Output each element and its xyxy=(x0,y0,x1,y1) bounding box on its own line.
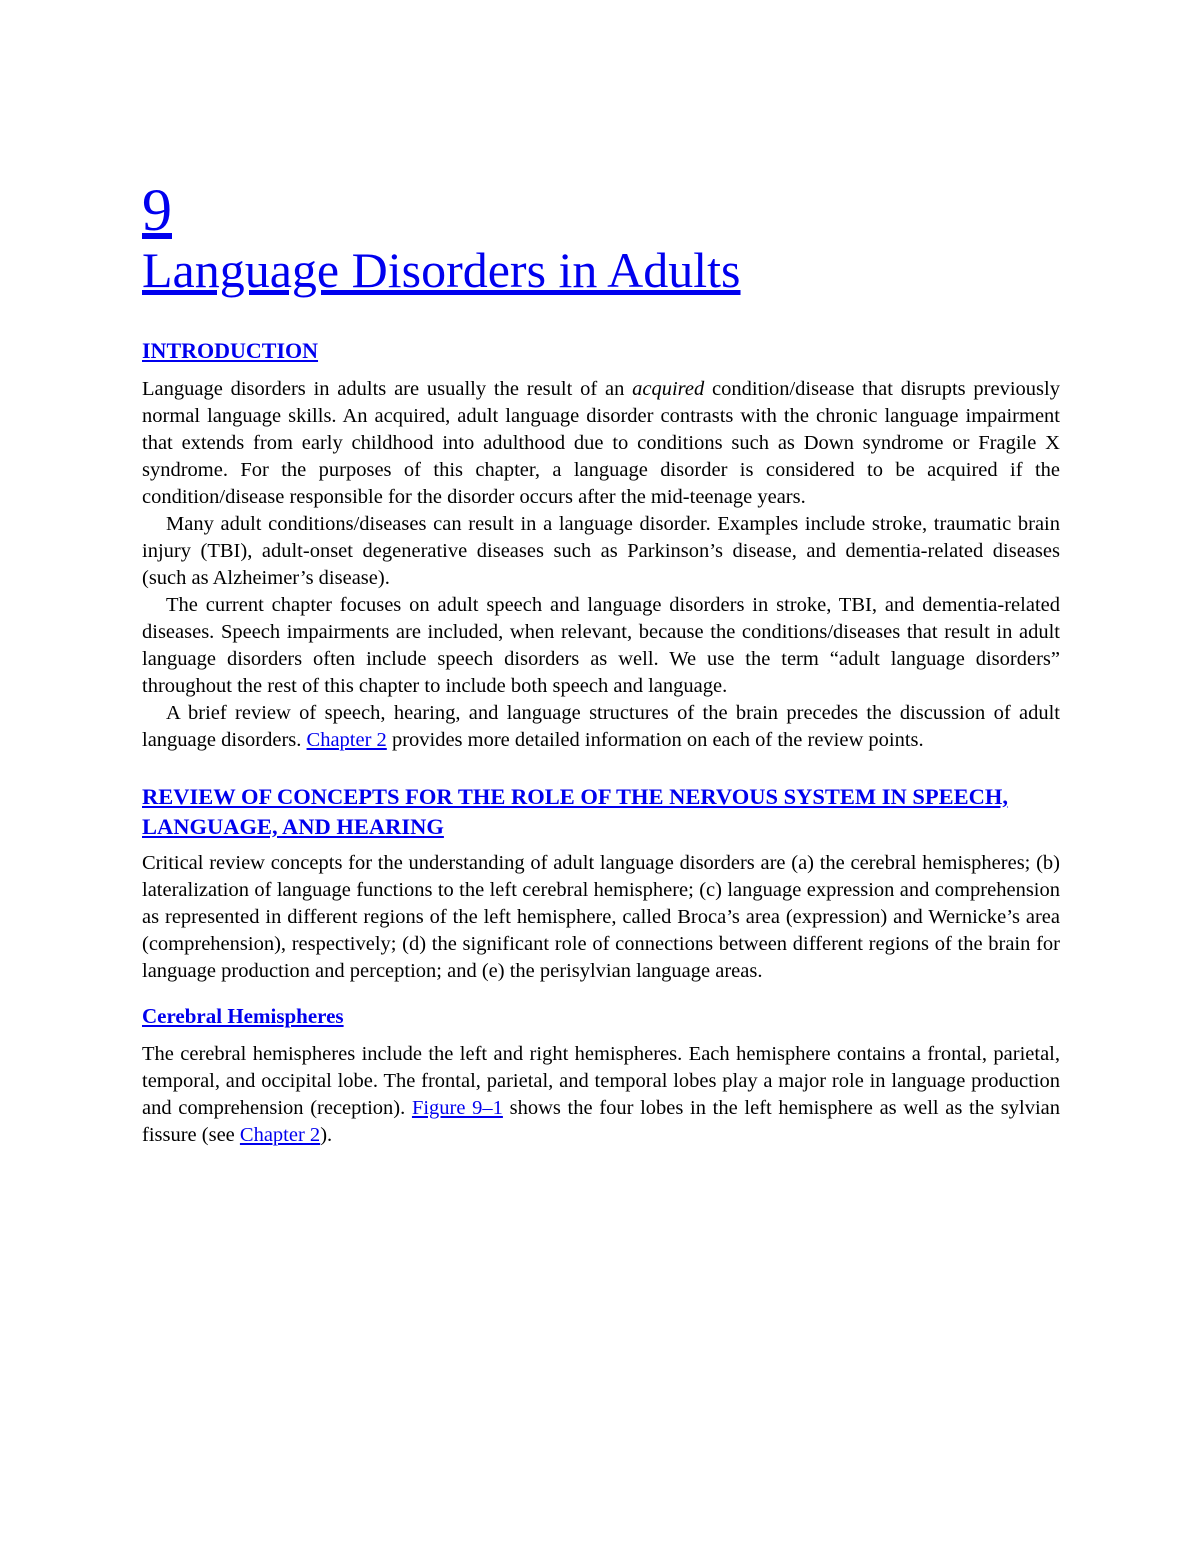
intro-p1-text-after: condition/disease that disrupts previously normal language skills. An acquired, adult language disorder contrasts with the chronic language impairment that extends from early childhood into adulthood due to conditions such as Down syndrome or Fragile X syndrome. For the purposes of this chapter, a language disorder is considered to be acquired if the condition/disease responsible for the disorder occurs after the mid-teenage years. xyxy=(142,378,1060,508)
intro-p1-italic: acquired xyxy=(632,378,705,400)
hemispheres-p1-text-after: ). xyxy=(320,1124,333,1146)
chapter-number-link[interactable]: 9 xyxy=(142,177,172,243)
chapter-2-link-2[interactable]: Chapter 2 xyxy=(239,1124,321,1146)
cerebral-hemispheres-heading xyxy=(142,1001,1060,1031)
intro-paragraph-3: The current chapter focuses on adult speech and language disorders in stroke, TBI, and dementia-related diseases. Speech impairments are included, when relevant, because the conditions/diseases that result in adult language disorders often include speech disorders as well. We use the term “adult language disorders” throughout the rest of this chapter to include both speech and language. xyxy=(142,594,1060,697)
intro-p4-text-after: provides more detailed information on each of the review points. xyxy=(386,729,924,751)
figure-9-1-link[interactable]: Figure 9–1 xyxy=(411,1097,503,1119)
introduction-heading xyxy=(142,336,1060,366)
intro-p4-text-before: A brief review of speech, hearing, and language structures of the brain precedes the discussion of adult language disorders. xyxy=(142,702,1060,751)
intro-paragraph-2: Many adult conditions/diseases can result in a language disorder. Examples include stroke, traumatic brain injury (TBI), adult-onset degenerative diseases such as Parkinson’s disease, and dementia-related diseases (such as Alzheimer’s disease). xyxy=(142,513,1060,589)
chapter-title-link[interactable]: Language Disorders in Adults xyxy=(142,242,741,298)
introduction-heading-link[interactable]: INTRODUCTION xyxy=(142,338,319,363)
hemispheres-paragraph-1 xyxy=(142,1041,1060,1149)
cerebral-hemispheres-heading-link[interactable]: Cerebral Hemispheres xyxy=(142,1004,344,1028)
intro-paragraph-1 xyxy=(142,376,1060,511)
hemispheres-p1-text-middle: shows the four lobes in the left hemisphere as well as the sylvian fissure (see xyxy=(142,1097,1060,1146)
intro-paragraph-4 xyxy=(142,700,1060,754)
hemispheres-p1-text-before: The cerebral hemispheres include the left and right hemispheres. Each hemisphere contains a frontal, parietal, temporal, and occipital lobe. The frontal, parietal, and temporal lobes play a major role in language production and comprehension (reception). xyxy=(142,1043,1060,1119)
review-heading xyxy=(142,782,1060,842)
document-page xyxy=(142,178,1060,1149)
intro-p1-text-before: Language disorders in adults are usually the result of an xyxy=(142,378,633,400)
review-paragraph-1: Critical review concepts for the understanding of adult language disorders are (a) the cerebral hemispheres; (b) lateralization of language functions to the left cerebral hemisphere; (c) language expression and comprehension as represented in different regions of the left hemisphere, called Broca’s area (expression) and Wernicke’s area (comprehension), respectively; (d) the significant role of connections between different regions of the brain for language production and perception; and (e) the perisylvian language areas. xyxy=(142,852,1060,982)
review-heading-link[interactable]: REVIEW OF CONCEPTS FOR THE ROLE OF THE NERVOUS SYSTEM IN SPEECH, LANGUAGE, AND HEARING xyxy=(142,784,1009,839)
chapter-2-link[interactable]: Chapter 2 xyxy=(306,729,387,751)
